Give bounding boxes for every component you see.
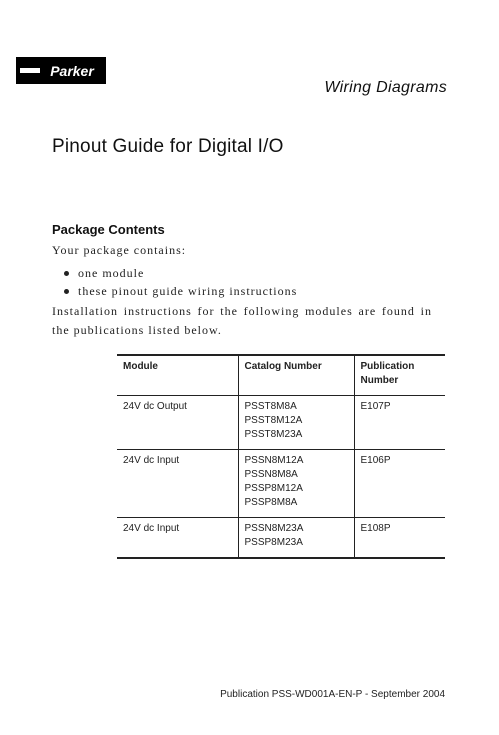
col-header-catalog-number: Catalog Number	[238, 355, 354, 396]
module-table	[117, 354, 445, 559]
publication-footer: Publication PSS-WD001A-EN-P - September 2004	[220, 689, 445, 700]
package-contents-heading: Package Contents	[52, 222, 165, 237]
list-item-text: one module	[78, 266, 145, 280]
svg-text:Parker: Parker	[50, 63, 94, 79]
table-header-row	[117, 355, 445, 396]
catalog-number: PSST8M8A	[244, 401, 297, 412]
list-item	[64, 264, 297, 282]
bullet-icon	[64, 271, 69, 276]
cell-catalog	[238, 450, 354, 518]
cell-module: 24V dc Output	[123, 401, 187, 412]
col-header-module: Module	[123, 361, 158, 372]
cell-module: 24V dc Input	[123, 455, 180, 466]
cell-catalog	[238, 518, 354, 559]
cell-module: 24V dc Input	[123, 523, 180, 534]
section-tag: Wiring Diagrams	[324, 79, 447, 96]
installation-note: Installation instructions for the following modules are found in the publications listed below.	[52, 304, 432, 337]
col-header-publication-number: Publication Number	[354, 355, 445, 396]
table-row	[117, 450, 445, 518]
cell-publication: E106P	[354, 450, 445, 518]
catalog-number: PSSN8M8A	[244, 469, 298, 480]
bullet-icon	[64, 289, 69, 294]
cell-catalog	[238, 396, 354, 450]
catalog-number: PSST8M12A	[244, 415, 303, 426]
cell-publication: E108P	[354, 518, 445, 559]
catalog-number: PSSP8M23A	[244, 537, 303, 548]
package-intro: Your package contains:	[52, 243, 187, 257]
package-items-list	[64, 264, 297, 300]
catalog-number: PSSN8M12A	[244, 455, 304, 466]
catalog-number: PSSN8M23A	[244, 523, 304, 534]
parker-logo	[16, 57, 106, 84]
page-title: Pinout Guide for Digital I/O	[52, 136, 284, 157]
catalog-number: PSSP8M12A	[244, 483, 303, 494]
catalog-number: PSSP8M8A	[244, 497, 298, 508]
table-row	[117, 518, 445, 559]
table-row	[117, 396, 445, 450]
catalog-number: PSST8M23A	[244, 429, 303, 440]
list-item-text: these pinout guide wiring instructions	[78, 284, 298, 298]
list-item	[64, 282, 297, 300]
cell-publication: E107P	[354, 396, 445, 450]
